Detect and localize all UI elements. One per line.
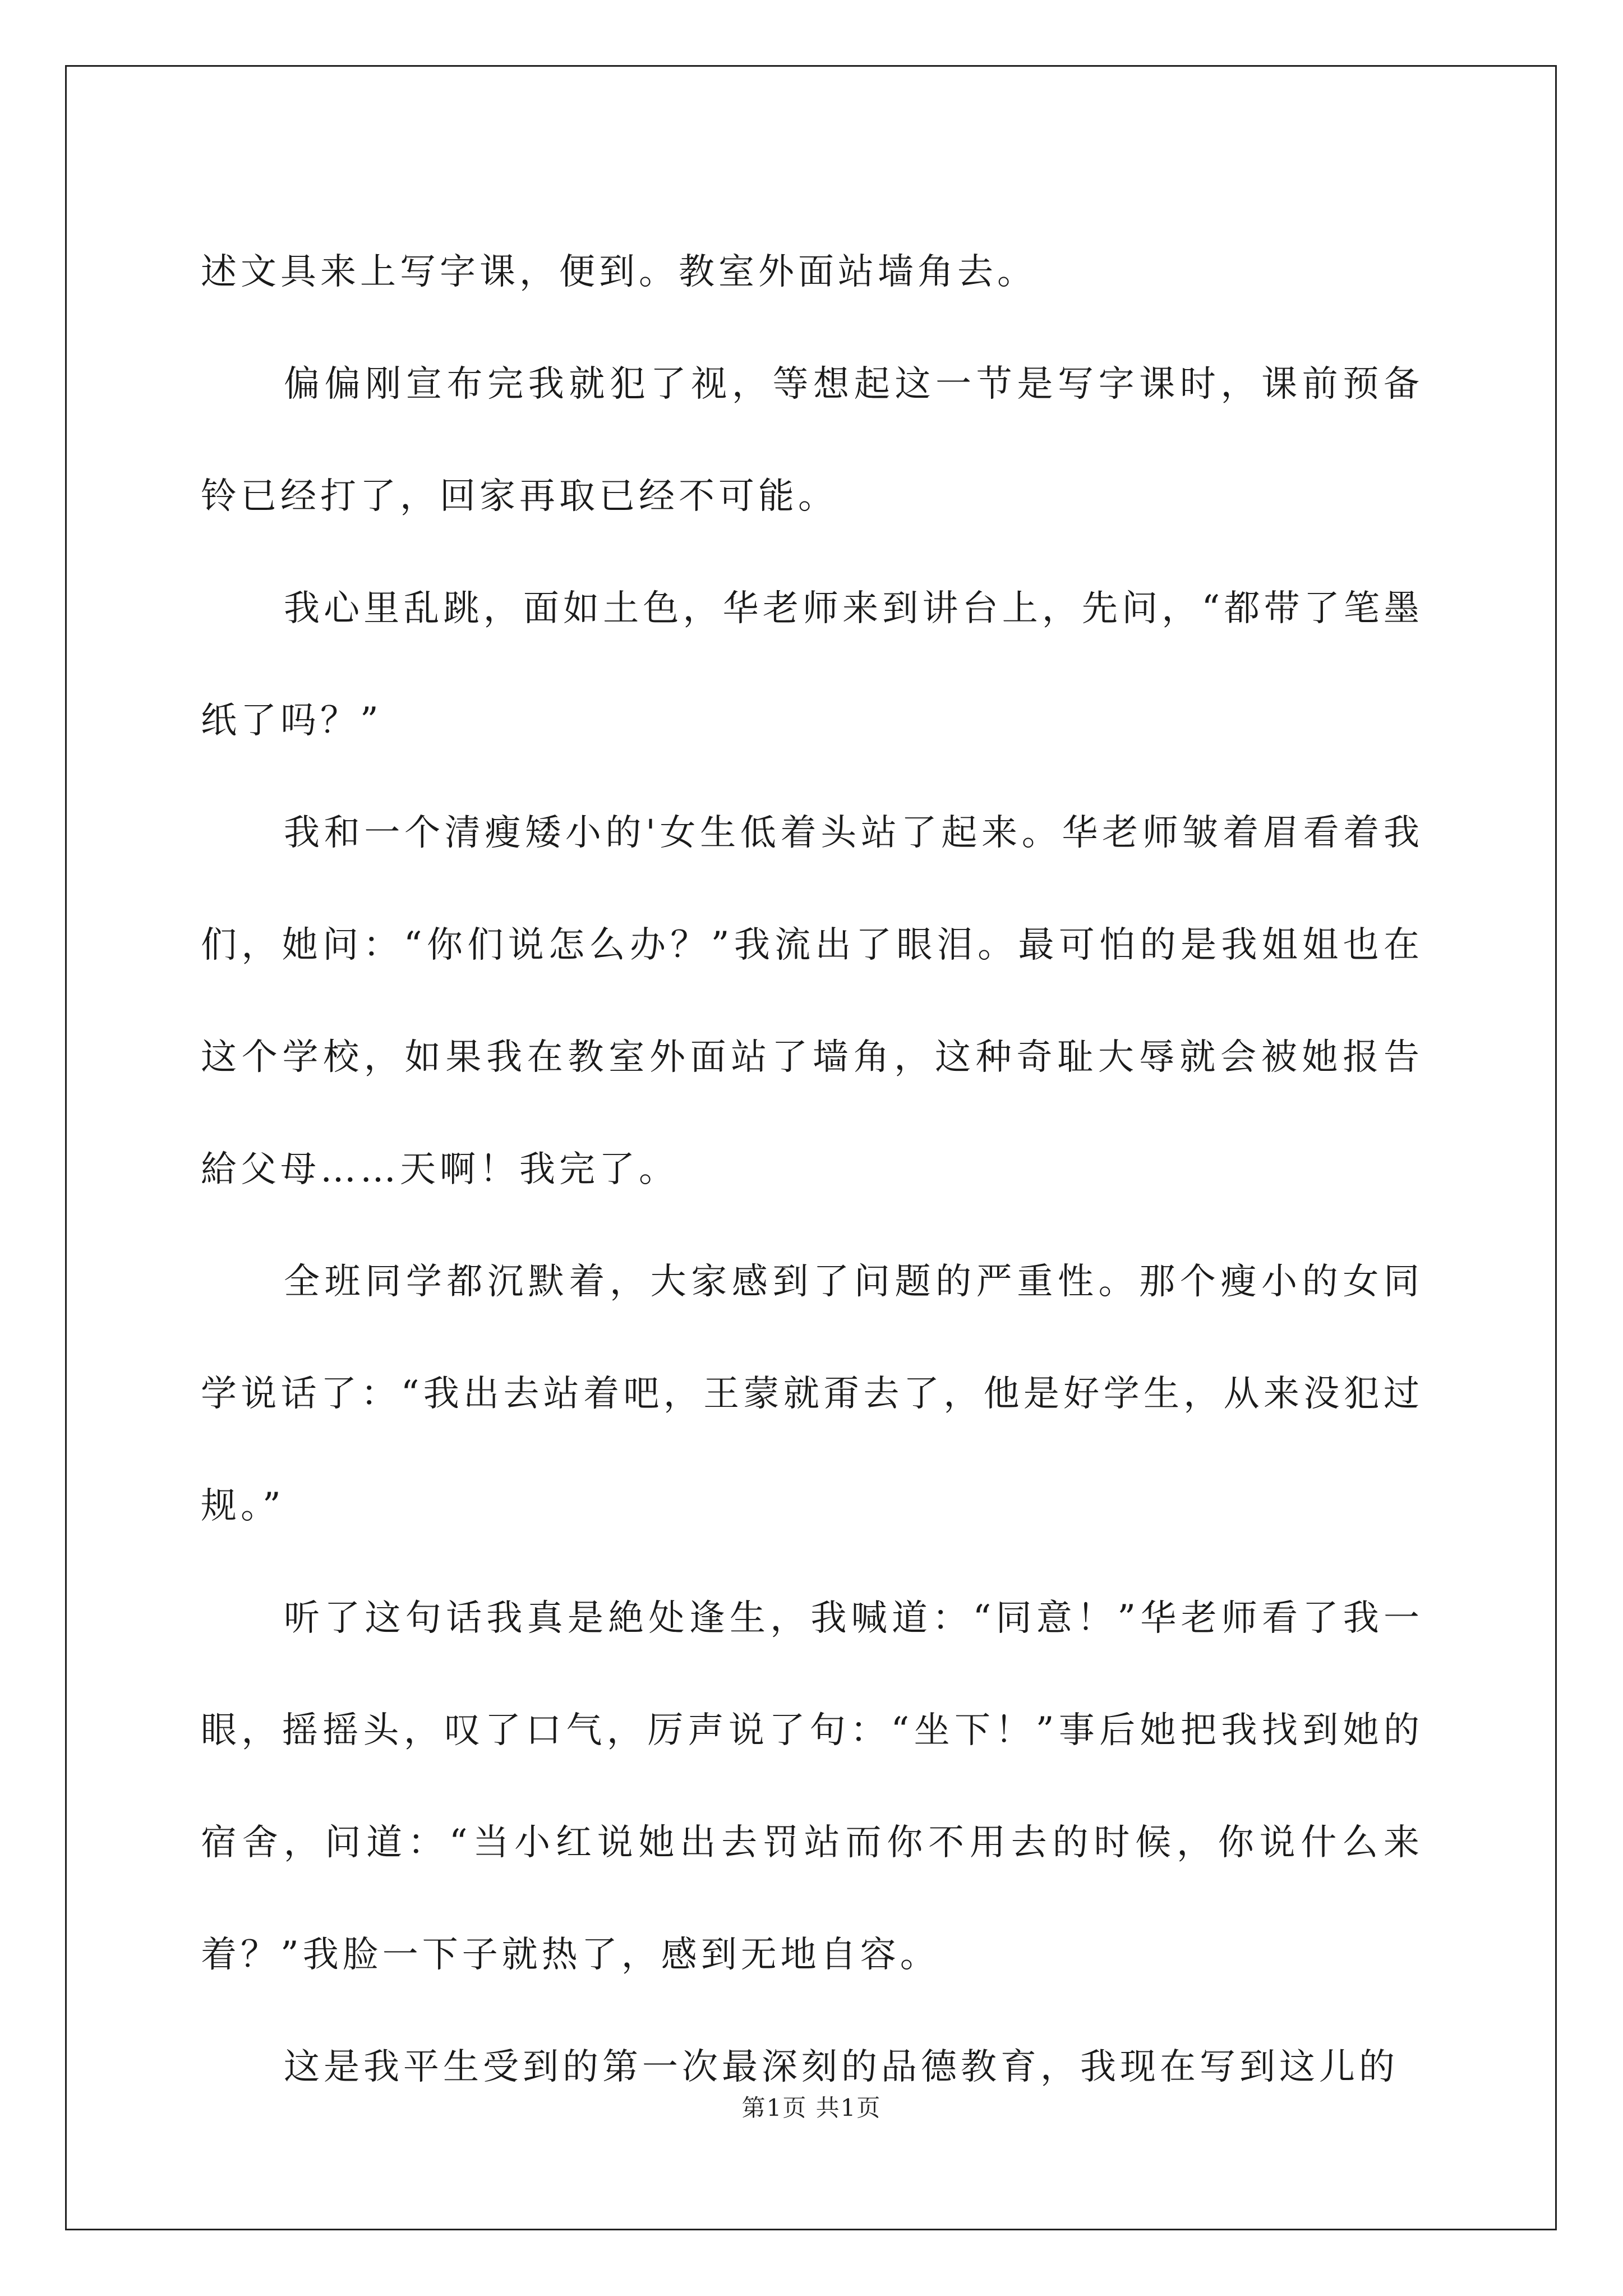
paragraph: 这是我平生受到的第一次最深刻的品德教育，我现在写到这儿的 [284,2046,1399,2088]
document-body [201,216,1423,2123]
paragraph: 我心里乱跳，面如土色，华老师来到讲台上，先问，“都带了笔墨纸了吗？” [201,588,1423,742]
paragraph: 全班同学都沉默着，大家感到了问题的严重性。那个瘦小的女同学说话了：“我出去站着吧，王蒙就甭去了，他是好学生，从来没犯过规。” [201,1261,1423,1527]
paragraph: 听了这句话我真是絶处逢生，我喊道：“同意！”华老师看了我一眼，摇摇头，叹了口气，厉声说了句：“坐下！”事后她把我找到她的宿舍，问道：“当小红说她出去罚站而你不用去的时候，你说什么来着？”我脸一下子就热了，感到无地自容。 [201,1598,1423,1976]
page-footer: 第1页 共1页 [741,2094,882,2122]
paragraph: 我和一个清瘦矮小的'女生低着头站了起来。华老师皱着眉看着我们，她问：“你们说怎么办？”我流出了眼泪。最可怕的是我姐姐也在这个学校，如果我在教室外面站了墙角，这种奇耻大辱就会被她报告給父母……天啊！我完了。 [201,812,1423,1190]
paragraph: 偏偏刚宣布完我就犯了视，等想起这一节是写字课时，课前预备铃已经打了，回家再取已经不可能。 [201,364,1423,517]
paragraph: 述文具来上写字课，便到。教室外面站墙角去。 [201,251,1037,293]
